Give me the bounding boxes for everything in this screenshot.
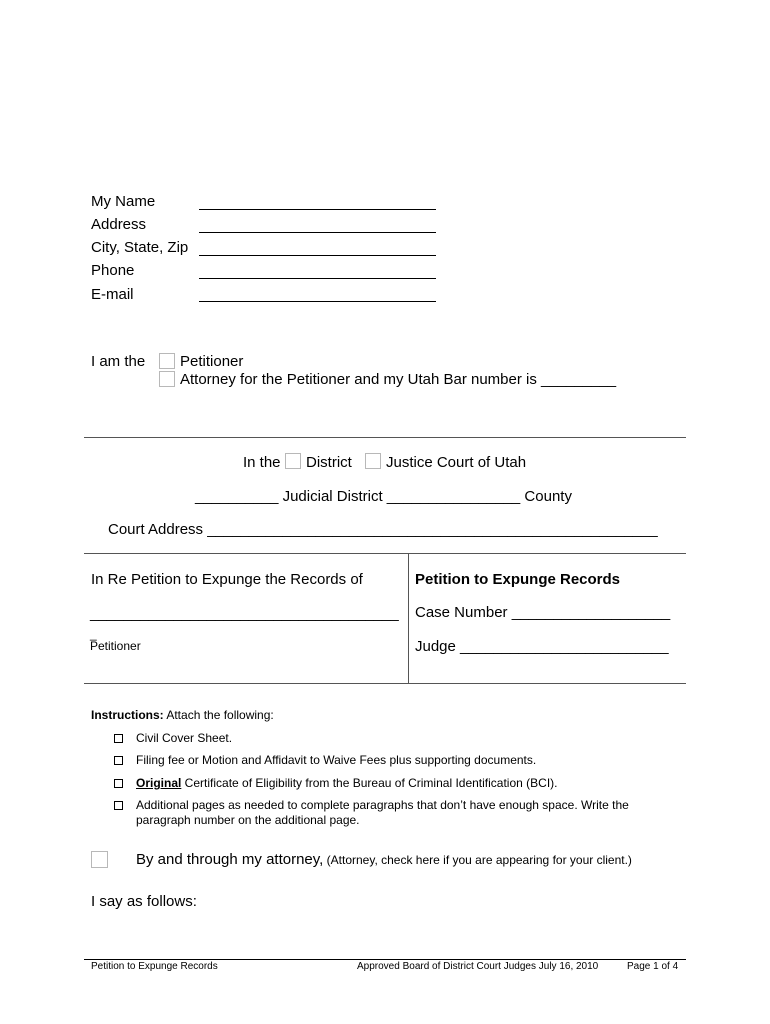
judge-line[interactable]: Judge _________________________ bbox=[415, 638, 669, 655]
court-address-line: Court Address ______________________________________________________ bbox=[108, 521, 658, 538]
address-label: Address bbox=[91, 216, 147, 233]
in-re-label: In Re Petition to Expunge the Records of bbox=[91, 571, 363, 588]
item-checkbox-icon bbox=[114, 734, 123, 743]
phone-field[interactable] bbox=[199, 278, 436, 279]
instructions-text: Attach the following: bbox=[163, 708, 274, 722]
city-field[interactable] bbox=[199, 255, 436, 256]
attorney-appearing-main: By and through my attorney, bbox=[136, 851, 324, 868]
name-label: My Name bbox=[91, 193, 156, 210]
role-intro: I am the bbox=[91, 353, 146, 370]
justice-checkbox[interactable] bbox=[365, 453, 381, 469]
email-field[interactable] bbox=[199, 301, 436, 302]
petitioner-checkbox[interactable] bbox=[159, 353, 175, 369]
divider-caption-top bbox=[84, 553, 686, 554]
petitioner-name-blank[interactable]: _____________________________________ bbox=[90, 605, 399, 622]
instruction-item-text: Filing fee or Motion and Affidavit to Waive Fees plus supporting documents. bbox=[136, 753, 537, 767]
petition-title: Petition to Expunge Records bbox=[415, 571, 621, 588]
instruction-item-text: Additional pages as needed to complete paragraphs that don’t have enough space. Write the paragraph number on the additional page. bbox=[136, 798, 629, 827]
instructions-heading bbox=[91, 708, 274, 723]
original-emphasis: Original bbox=[136, 776, 182, 790]
address-field[interactable] bbox=[199, 232, 436, 233]
divider-top bbox=[84, 437, 686, 438]
divider-caption-middle bbox=[408, 553, 409, 683]
judicial-district-line: __________ Judicial District ________________ County bbox=[195, 488, 572, 505]
item-checkbox-icon bbox=[114, 756, 123, 765]
footer-page-number: Page 1 of 4 bbox=[627, 961, 679, 972]
phone-label: Phone bbox=[91, 262, 135, 279]
item-checkbox-icon bbox=[114, 779, 123, 788]
attorney-label: Attorney for the Petitioner and my Utah Bar number is _________ bbox=[180, 371, 617, 388]
instruction-item-text: Civil Cover Sheet. bbox=[136, 731, 233, 745]
district-label: District bbox=[306, 454, 352, 471]
footer-center: Approved Board of District Court Judges July 16, 2010 bbox=[357, 961, 599, 972]
attorney-appearing-checkbox[interactable] bbox=[91, 851, 108, 868]
attorney-appearing-line bbox=[136, 851, 632, 869]
instructions-label: Instructions: bbox=[91, 708, 164, 722]
attorney-checkbox[interactable] bbox=[159, 371, 175, 387]
petitioner-label: Petitioner bbox=[180, 353, 244, 370]
petitioner-caption-label: Petitioner bbox=[90, 639, 141, 653]
district-checkbox[interactable] bbox=[285, 453, 301, 469]
case-number-line[interactable]: Case Number ___________________ bbox=[415, 604, 671, 621]
attorney-appearing-note: (Attorney, check here if you are appearing for your client.) bbox=[323, 853, 632, 867]
footer-divider bbox=[84, 959, 686, 960]
court-in-the: In the bbox=[243, 454, 281, 471]
instruction-item-text: Original Certificate of Eligibility from the Bureau of Criminal Identification (BCI). bbox=[136, 776, 558, 790]
item-checkbox-icon bbox=[114, 801, 123, 810]
justice-label: Justice Court of Utah bbox=[386, 454, 527, 471]
divider-caption-bottom bbox=[84, 683, 686, 684]
footer-left: Petition to Expunge Records bbox=[91, 961, 218, 972]
email-label: E-mail bbox=[91, 286, 134, 303]
petitioner-dash: _ bbox=[90, 627, 97, 641]
city-label: City, State, Zip bbox=[91, 239, 189, 256]
say-as-follows: I say as follows: bbox=[91, 893, 197, 910]
name-field[interactable] bbox=[199, 209, 436, 210]
